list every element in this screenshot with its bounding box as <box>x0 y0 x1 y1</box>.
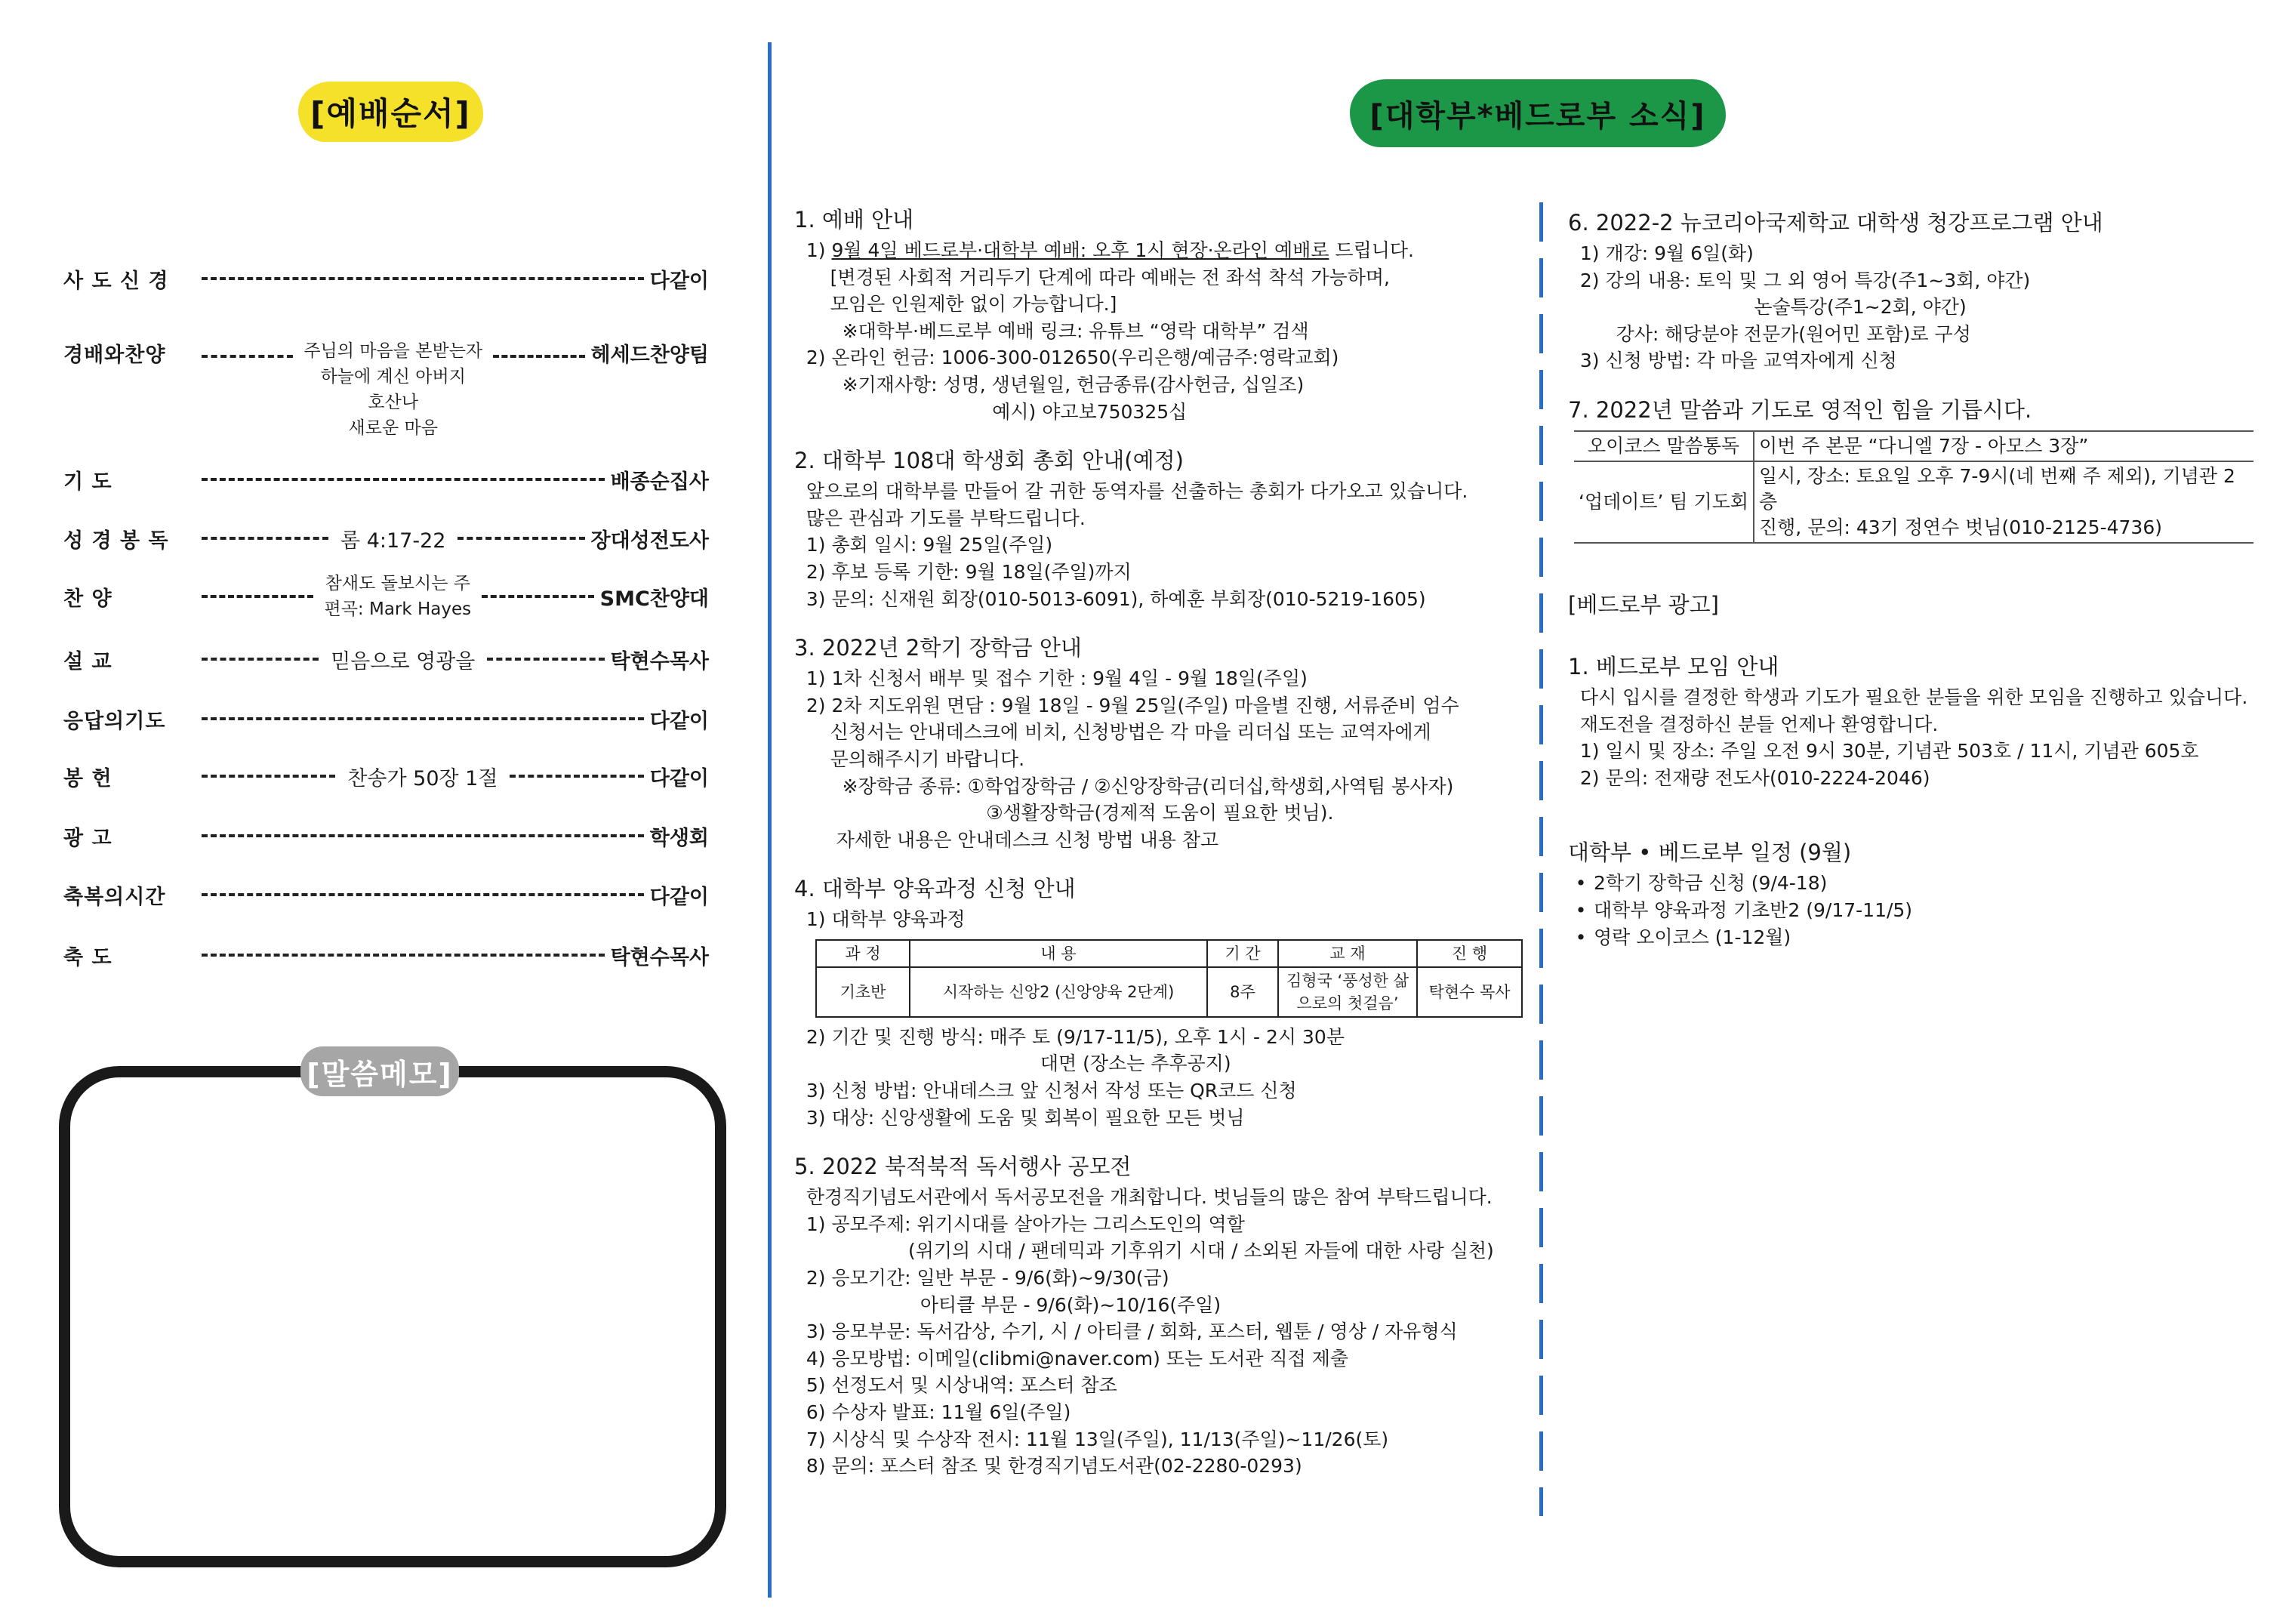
dashed-leader <box>202 478 605 481</box>
section-body <box>794 478 1530 612</box>
text-line: 1) 개강: 9월 6일(화) <box>1568 242 1754 264</box>
order-label: 기 도 <box>63 470 112 494</box>
order-row <box>63 461 709 498</box>
order-row <box>63 700 709 738</box>
order-leader: 배종순집사 <box>610 470 709 494</box>
order-row <box>63 519 709 557</box>
order-leader: 헤세드찬양팀 <box>590 344 709 367</box>
section-title: 2. 대학부 108대 학생회 총회 안내(예정) <box>794 448 1184 474</box>
dashed-leader <box>482 595 593 598</box>
order-detail: 찬송가 50장 1절 <box>347 766 498 790</box>
worship-time-line: 1) 9월 4일 베드로부·대학부 예배: 오후 1시 현장·온라인 예배로 드립니다. <box>794 239 1414 261</box>
text-line: 아티클 부문 - 9/6(화)~10/16(주일) <box>794 1293 1221 1316</box>
bullet-icon: • <box>1575 898 1587 921</box>
table-cell: 시작하는 신앙2 (신앙양육 2단계) <box>910 967 1207 1017</box>
order-leader: 다같이 <box>649 766 709 790</box>
list-item: • 영락 오이코스 (1-12월) <box>1568 924 2281 951</box>
order-row <box>63 817 709 855</box>
order-leader: 장대성전도사 <box>590 528 709 553</box>
text-line: 1) 총회 일시: 9월 25일(주일) <box>794 534 1053 556</box>
text-line: 예시) 야고보750325십 <box>794 400 1188 423</box>
order-label: 축 도 <box>63 945 112 969</box>
table-row <box>1574 431 2253 461</box>
dashed-leader <box>202 893 644 896</box>
section-body <box>1568 240 2281 374</box>
text-line: 1) 1차 신청서 배부 및 접수 기한 : 9월 4일 - 9월 18일(주일) <box>794 667 1308 690</box>
section-title: 3. 2022년 2학기 장학금 안내 <box>794 635 1082 661</box>
section-student-council <box>794 445 1530 612</box>
text-line: 한경직기념도서관에서 독서공모전을 개최합니다. 벗님들의 많은 참여 부탁드립니다. <box>794 1186 1493 1209</box>
text-line: 재도전을 결정하신 분들 언제나 환영합니다. <box>1568 713 1939 735</box>
text-line: 3) 응모부문: 독서감상, 수기, 시 / 아티클 / 회화, 포스터, 웹툰 / 영상 / 자유형식 <box>794 1320 1458 1343</box>
text-line: 강사: 해당분야 전문가(원어민 포함)로 구성 <box>1568 322 1971 345</box>
text-line: 7) 시상식 및 수상작 전시: 11월 13일(주일), 11/13(주일)~11/26(토) <box>794 1428 1389 1450</box>
order-row <box>63 338 709 438</box>
dashed-leader <box>493 355 584 358</box>
text-line: 신청서는 안내데스크에 비치, 신청방법은 각 마을 리더십 또는 교역자에게 <box>794 721 1431 744</box>
order-row <box>63 936 709 974</box>
word-prayer-table <box>1574 430 2253 544</box>
text-line: ※대학부·베드로부 예배 링크: 유튜브 “영락 대학부” 검색 <box>794 319 1309 342</box>
news-column-middle <box>794 204 1530 1499</box>
dashed-leader <box>202 658 319 661</box>
order-row <box>63 876 709 914</box>
course-table <box>815 939 1523 1018</box>
table-row <box>816 967 1522 1017</box>
order-label: 경배와찬양 <box>63 344 166 367</box>
order-label: 응답의기도 <box>63 709 166 733</box>
table-header-row <box>816 940 1522 967</box>
table-header: 교 재 <box>1278 940 1417 967</box>
section-scholarship <box>794 632 1530 853</box>
news-title: [대학부*베드로부 소식] <box>1350 79 1726 147</box>
text-line: 2) 강의 내용: 토익 및 그 외 영어 특강(주1~3회, 야간) <box>1568 269 2031 291</box>
text-line: 2) 응모기간: 일반 부문 - 9/6(화)~9/30(금) <box>794 1267 1169 1290</box>
table-cell: 8주 <box>1207 967 1278 1017</box>
text-line: 문의해주시기 바랍니다. <box>794 747 1025 770</box>
dashed-leader <box>510 775 643 778</box>
order-detail: 믿음으로 영광을 <box>331 649 476 673</box>
table-header: 기 간 <box>1207 940 1278 967</box>
order-leader: 다같이 <box>649 709 709 733</box>
section-nurture-course <box>794 873 1530 1131</box>
text-line: 5) 선정도서 및 시상내역: 포스터 참조 <box>794 1374 1117 1397</box>
table-cell: 기초반 <box>816 967 910 1017</box>
dashed-leader <box>202 537 328 540</box>
order-row <box>63 574 709 619</box>
text-line: 모임은 인원제한 없이 가능합니다.] <box>794 293 1117 316</box>
order-label: 봉 헌 <box>63 766 112 790</box>
table-header: 진 행 <box>1417 940 1522 967</box>
table-row <box>1574 461 2253 543</box>
order-leader: 다같이 <box>649 885 709 909</box>
dashed-leader <box>202 834 644 837</box>
section-title: 1. 예배 안내 <box>794 207 914 233</box>
text-line: 2) 기간 및 진행 방식: 매주 토 (9/17-11/5), 오후 1시 - 2시 30분 <box>794 1025 1345 1048</box>
order-label: 사 도 신 경 <box>63 269 169 293</box>
section-body <box>794 665 1530 853</box>
sermon-memo-title: [말씀메모] <box>300 1046 459 1096</box>
order-leader: 탁현수목사 <box>610 649 710 673</box>
table-cell: 탁현수 목사 <box>1417 967 1522 1017</box>
text-line: 4) 응모방법: 이메일(clibmi@naver.com) 또는 도서관 직접 제출 <box>794 1347 1349 1370</box>
text-line: 8) 문의: 포스터 참조 및 한경직기념도서관(02-2280-0293) <box>794 1455 1302 1478</box>
bullet-icon: • <box>1575 926 1587 948</box>
text-line: 많은 관심과 기도를 부탁드립니다. <box>794 507 1086 529</box>
section-reading-contest <box>794 1151 1530 1480</box>
order-leader: SMC찬양대 <box>599 587 709 611</box>
text-line: 3) 대상: 신앙생활에 도움 및 회복이 필요한 모든 벗님 <box>794 1106 1245 1129</box>
news-column-right <box>1568 207 2281 970</box>
order-row <box>63 640 709 678</box>
text-line: 6) 수상자 발표: 11월 6일(주일) <box>794 1401 1071 1423</box>
dashed-leader <box>202 775 335 778</box>
text-line: (위기의 시대 / 팬데믹과 기후위기 시대 / 소외된 자들에 대한 사랑 실천) <box>794 1240 1494 1262</box>
order-row <box>63 757 709 795</box>
worship-order-title: [예배순서] <box>298 82 483 142</box>
order-label: 성 경 봉 독 <box>63 528 169 553</box>
text-line: 1) 공모주제: 위기시대를 살아가는 그리스도인의 역할 <box>794 1213 1245 1235</box>
section-peter-meeting <box>1568 651 2281 791</box>
order-detail: 롬 4:17-22 <box>340 528 446 553</box>
dashed-leader <box>457 537 584 540</box>
table-cell: ‘업데이트’ 팀 기도회 <box>1574 461 1754 543</box>
text-line: ※기재사항: 성명, 생년월일, 헌금종류(감사헌금, 십일조) <box>794 373 1305 396</box>
section-word-prayer <box>1568 394 2281 544</box>
order-detail: 참새도 돌보시는 주 편곡: Mark Hayes <box>324 574 472 619</box>
dashed-leader <box>202 355 293 358</box>
section-title: 6. 2022-2 뉴코리아국제학교 대학생 청강프로그램 안내 <box>1568 210 2103 236</box>
order-label: 찬 양 <box>63 587 112 611</box>
text-line: 1) 일시 및 장소: 주일 오전 9시 30분, 기념관 503호 / 11시, 기념관 605호 <box>1568 740 2199 763</box>
order-leader: 다같이 <box>649 269 709 293</box>
dashed-leader <box>202 717 644 720</box>
text-line: [변경된 사회적 거리두기 단계에 따라 예배는 전 좌석 착석 가능하며, <box>794 266 1390 288</box>
order-leader: 학생회 <box>649 826 709 850</box>
page-divider <box>768 42 772 1598</box>
table-cell: 김형국 ‘풍성한 삶으로의 첫걸음’ <box>1278 967 1417 1017</box>
order-label: 설 교 <box>63 649 112 673</box>
table-cell: 이번 주 본문 “다니엘 7장 - 아모스 3장” <box>1754 431 2253 461</box>
text-line: 2) 2차 지도위원 면담 : 9월 18일 - 9월 25일(주일) 마을별 진행, 서류준비 엄수 <box>794 694 1459 716</box>
table-header: 내 용 <box>910 940 1207 967</box>
text-line: 2) 온라인 헌금: 1006-300-012650(우리은행/예금주:영락교회) <box>794 347 1339 369</box>
table-cell: 일시, 장소: 토요일 오후 7-9시(네 번째 주 제외), 기념관 2층 진행, 문의: 43기 정연수 벗님(010-2125-4736) <box>1754 461 2253 543</box>
sermon-memo-box[interactable] <box>59 1066 726 1567</box>
dashed-leader <box>202 595 313 598</box>
order-leader: 탁현수목사 <box>610 945 709 969</box>
list-item: • 대학부 양육과정 기초반2 (9/17-11/5) <box>1568 897 2281 924</box>
text-line: 3) 신청 방법: 각 마을 교역자에게 신청 <box>1568 350 1897 372</box>
section-body <box>794 1184 1530 1480</box>
list-item: • 2학기 장학금 신청 (9/4-18) <box>1568 870 2281 897</box>
text-line: 3) 신청 방법: 안내데스크 앞 신청서 작성 또는 QR코드 신청 <box>794 1080 1297 1102</box>
order-label: 축복의시간 <box>63 885 166 909</box>
section-worship-info <box>794 204 1530 425</box>
text-line: 대면 (장소는 추후공지) <box>794 1052 1231 1075</box>
section-audit-program <box>1568 207 2281 374</box>
section-title: 1. 베드로부 모임 안내 <box>1568 653 1779 679</box>
text-line: 다시 입시를 결정한 학생과 기도가 필요한 분들을 위한 모임을 진행하고 있습니다. <box>1568 686 2248 708</box>
table-header: 과 정 <box>816 940 910 967</box>
text-line: 3) 문의: 신재원 회장(010-5013-6091), 하예훈 부회장(010-5219-1605) <box>794 587 1426 610</box>
text-line: 1) 대학부 양육과정 <box>794 908 966 931</box>
order-row <box>63 260 709 297</box>
text-line: 자세한 내용은 안내데스크 신청 방법 내용 참고 <box>794 828 1219 851</box>
section-title: 대학부 • 베드로부 일정 (9월) <box>1568 840 1852 866</box>
section-body <box>1568 684 2281 791</box>
order-detail: 주님의 마음을 본받는자 하늘에 계신 아버지 호산나 새로운 마음 <box>303 341 483 438</box>
text-line: ③생활장학금(경제적 도움이 필요한 벗님). <box>794 802 1334 824</box>
text-line: 2) 후보 등록 기한: 9월 18일(주일)까지 <box>794 560 1132 583</box>
section-title: 7. 2022년 말씀과 기도로 영적인 힘을 기릅시다. <box>1568 396 2032 423</box>
text-line: 논술특강(주1~2회, 야간) <box>1568 296 1967 319</box>
section-body <box>794 1024 1530 1131</box>
order-label: 광 고 <box>63 826 112 850</box>
bullet-icon: • <box>1575 872 1587 895</box>
dashed-leader <box>202 954 605 957</box>
text-line: ※장학금 종류: ①학업장학금 / ②신앙장학금(리더십,학생회,사역팀 봉사자) <box>794 775 1454 797</box>
schedule-list <box>1568 870 2281 951</box>
text-line: 2) 문의: 전재량 전도사(010-2224-2046) <box>1568 766 1930 789</box>
section-title: 5. 2022 북적북적 독서행사 공모전 <box>794 1154 1132 1180</box>
section-schedule <box>1568 837 2281 951</box>
section-title: 4. 대학부 양육과정 신청 안내 <box>794 876 1076 902</box>
peter-ad-title: [베드로부 광고] <box>1568 591 1719 618</box>
table-cell: 오이코스 말씀통독 <box>1574 431 1754 461</box>
dashed-leader <box>202 277 644 280</box>
column-divider <box>1539 202 1543 1516</box>
text-line: 앞으로의 대학부를 만들어 갈 귀한 동역자를 선출하는 총회가 다가오고 있습니다. <box>794 480 1468 503</box>
dashed-leader <box>487 658 604 661</box>
